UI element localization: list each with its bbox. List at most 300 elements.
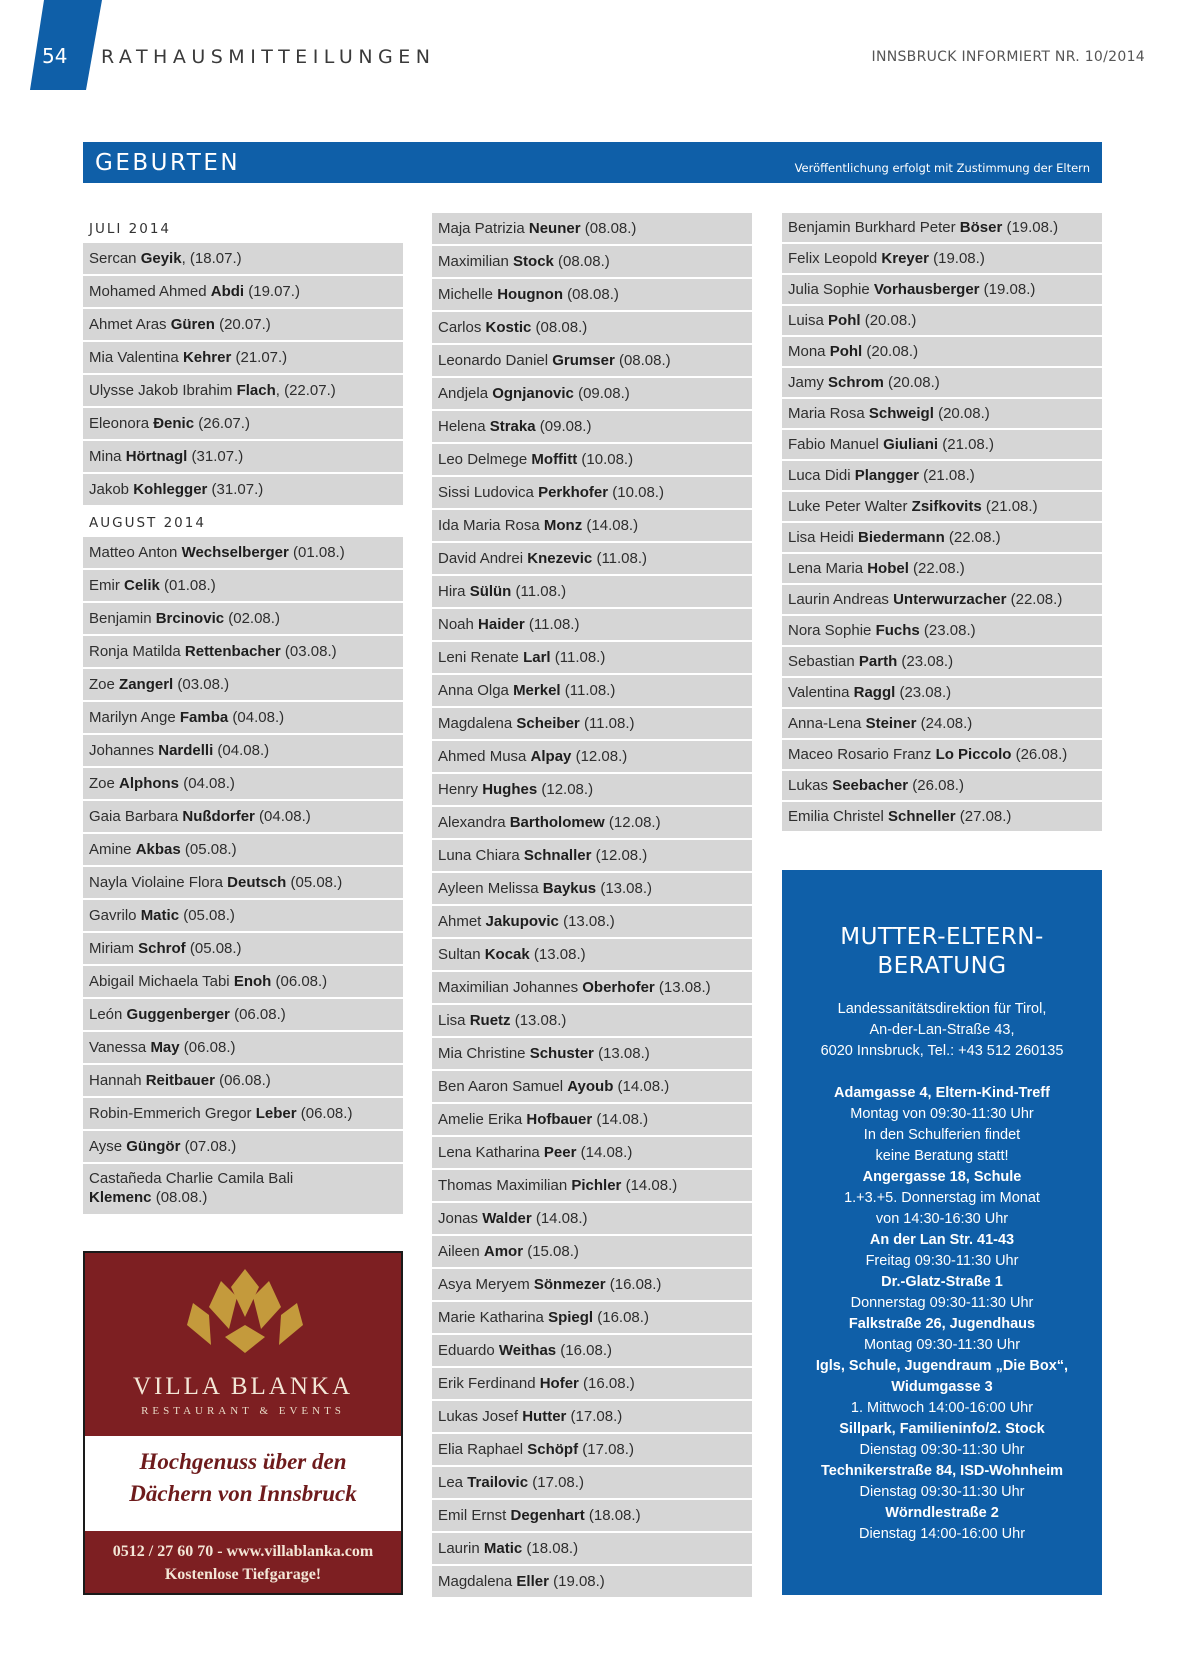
first-names: Lena Maria — [788, 560, 864, 577]
first-names: Alexandra — [438, 814, 506, 831]
surname: Brcinovic — [155, 610, 225, 627]
birth-entry — [782, 492, 1102, 523]
first-names: Valentina — [788, 684, 850, 701]
birth-entry — [432, 1335, 752, 1368]
surname: Plangger — [854, 467, 919, 484]
birth-entry — [782, 585, 1102, 616]
location-name: An der Lan Str. 41-43 — [869, 1232, 1015, 1248]
first-names: Lukas — [788, 777, 829, 794]
surname: Knezevic — [527, 550, 593, 567]
birth-entry — [432, 708, 752, 741]
birth-entry — [782, 213, 1102, 244]
birth-entry — [432, 213, 752, 246]
birth-date: (14.08.) — [592, 1111, 649, 1128]
birth-entry — [83, 342, 403, 375]
birth-date: (08.08.) — [563, 286, 619, 303]
surname: Schuster — [529, 1045, 594, 1062]
birth-date: (08.08.) — [580, 220, 637, 237]
surname: Schrof — [138, 940, 186, 957]
first-names: Lea — [438, 1474, 464, 1491]
location-entry — [782, 1356, 1102, 1419]
surname: Amor — [483, 1243, 524, 1260]
birth-date: (27.08.) — [955, 808, 1012, 825]
birth-date: (18.08.) — [584, 1507, 641, 1524]
first-names: Amine — [89, 841, 132, 858]
first-names: Jakob — [89, 481, 130, 498]
month-heading: JULI 2014 — [89, 221, 172, 237]
first-names: Hira — [438, 583, 466, 600]
birth-date: (11.08.) — [524, 616, 580, 633]
birth-entry — [432, 774, 752, 807]
location-hours: von 14:30-16:30 Uhr — [875, 1211, 1009, 1227]
birth-entry — [83, 243, 403, 276]
birth-date: (12.08.) — [604, 814, 661, 831]
ad-slogan-panel — [85, 1436, 401, 1531]
birth-date: (07.08.) — [180, 1138, 237, 1155]
birth-date: , (18.07.) — [181, 250, 242, 267]
location-hours: Freitag 09:30-11:30 Uhr — [865, 1253, 1019, 1269]
birth-entry — [83, 702, 403, 735]
birth-entry — [432, 411, 752, 444]
surname: Hörtnagl — [125, 448, 188, 465]
first-names: Robin-Emmerich Gregor — [89, 1105, 252, 1122]
births-column-1 — [83, 213, 403, 1216]
birth-entry — [432, 1203, 752, 1236]
location-entry — [782, 1272, 1102, 1314]
births-column-2 — [432, 213, 752, 1599]
surname: Eller — [516, 1573, 549, 1590]
surname: Schnaller — [523, 847, 592, 864]
birth-date: (14.08.) — [576, 1144, 633, 1161]
first-names: Laurin — [438, 1540, 480, 1557]
birth-date: (17.08.) — [566, 1408, 623, 1425]
birth-date: (13.08.) — [593, 1045, 650, 1062]
surname: Hofbauer — [526, 1111, 593, 1128]
first-names: Ayse — [89, 1138, 123, 1155]
birth-date: (16.08.) — [605, 1276, 662, 1293]
birth-entry — [83, 669, 403, 702]
first-names: Mohamed Ahmed — [89, 283, 207, 300]
info-address — [782, 999, 1102, 1062]
surname: Zangerl — [119, 676, 174, 693]
first-names: Lukas Josef — [438, 1408, 519, 1425]
surname: Sülün — [469, 583, 512, 600]
surname: Unterwurzacher — [893, 591, 1007, 608]
info-address-line: 6020 Innsbruck, Tel.: +43 512 260135 — [820, 1043, 1064, 1059]
first-names: Leo Delmege — [438, 451, 528, 468]
first-names: Ida Maria Rosa — [438, 517, 540, 534]
birth-date: (14.08.) — [613, 1078, 670, 1095]
surname: Nußdorfer — [182, 808, 255, 825]
info-heading-line-2: BERATUNG — [877, 953, 1007, 979]
surname: Walder — [482, 1210, 532, 1227]
first-names: Nayla Violaine Flora — [89, 874, 223, 891]
birth-date: (06.08.) — [214, 1072, 271, 1089]
birth-entry — [432, 741, 752, 774]
birth-date: (13.08.) — [510, 1012, 567, 1029]
birth-entry — [83, 1065, 403, 1098]
location-entry — [782, 1419, 1102, 1461]
surname: Neuner — [528, 220, 581, 237]
birth-entry — [782, 306, 1102, 337]
location-hours: 1. Mittwoch 14:00-16:00 Uhr — [850, 1400, 1034, 1416]
surname: Matic — [483, 1540, 523, 1557]
first-names: Sebastian — [788, 653, 855, 670]
surname: Grumser — [552, 352, 615, 369]
birth-date: (05.08.) — [286, 874, 343, 891]
birth-date: (14.08.) — [582, 517, 639, 534]
first-names: Erik Ferdinand — [438, 1375, 536, 1392]
birth-date: (19.08.) — [1002, 219, 1059, 236]
birth-date: (22.08.) — [1006, 591, 1063, 608]
birth-date: (16.08.) — [578, 1375, 635, 1392]
first-names: Johannes — [89, 742, 155, 759]
surname: Abdi — [210, 283, 245, 300]
first-names: León — [89, 1006, 123, 1023]
birth-entry — [432, 642, 752, 675]
birth-date: (26.08.) — [908, 777, 964, 794]
birth-entry — [782, 461, 1102, 492]
location-hours: In den Schulferien findet — [863, 1127, 1021, 1143]
surname: Scheiber — [516, 715, 580, 732]
surname: Moffitt — [531, 451, 578, 468]
surname: Kocak — [484, 946, 530, 963]
birth-entry — [432, 1170, 752, 1203]
surname: Klemenc — [89, 1189, 152, 1206]
surname: Jakupovic — [485, 913, 559, 930]
birth-entry — [83, 570, 403, 603]
birth-date: (24.08.) — [916, 715, 973, 732]
location-name: Angergasse 18, Schule — [862, 1169, 1022, 1185]
birth-date: (19.08.) — [548, 1573, 605, 1590]
ad-brand: VILLA BLANKA — [132, 1373, 353, 1400]
first-names: Asya Meryem — [438, 1276, 530, 1293]
first-names: Felix Leopold — [788, 250, 878, 267]
surname: Flach — [236, 382, 276, 399]
birth-entry — [782, 430, 1102, 461]
birth-date: (08.08.) — [151, 1189, 208, 1206]
birth-date: (22.08.) — [944, 529, 1001, 546]
first-names: Carlos — [438, 319, 482, 336]
birth-entry — [83, 441, 403, 474]
birth-entry — [782, 647, 1102, 678]
surname: Hughes — [482, 781, 538, 798]
ad-parking: Kostenlose Tiefgarage! — [164, 1566, 322, 1583]
first-names: Thomas Maximilian — [438, 1177, 568, 1194]
surname: Baykus — [542, 880, 597, 897]
surname: Stock — [513, 253, 554, 270]
birth-date: (12.08.) — [591, 847, 648, 864]
surname: Biedermann — [858, 529, 945, 546]
first-names: Marie Katharina — [438, 1309, 544, 1326]
birth-entry — [83, 375, 403, 408]
month-heading: AUGUST 2014 — [89, 515, 206, 531]
birth-entry — [83, 900, 403, 933]
birth-date: (21.07.) — [231, 349, 288, 366]
first-names: Aileen — [438, 1243, 480, 1260]
first-names: Emir — [89, 577, 120, 594]
location-name: Igls, Schule, Jugendraum „Die Box“, — [815, 1358, 1069, 1374]
surname: Celik — [124, 577, 160, 594]
first-names: Mona — [788, 343, 826, 360]
surname: Geyik — [140, 250, 182, 267]
surname: Oberhofer — [582, 979, 655, 996]
birth-date: (03.08.) — [280, 643, 337, 660]
surname: Lo Piccolo — [935, 746, 1012, 763]
first-names: Anna Olga — [438, 682, 509, 699]
birth-date: (21.08.) — [918, 467, 975, 484]
first-names: Eleonora — [89, 415, 150, 432]
birth-entry — [83, 735, 403, 768]
first-names: Maximilian — [438, 253, 509, 270]
first-names: Mina — [89, 448, 122, 465]
surname: Pichler — [571, 1177, 622, 1194]
birth-date: (20.08.) — [933, 405, 990, 422]
villa-blanka-ad[interactable] — [83, 1251, 403, 1595]
birth-date: (09.08.) — [573, 385, 630, 402]
location-entry — [782, 1503, 1102, 1545]
births-column-3 — [782, 213, 1102, 833]
ad-contact[interactable]: 0512 / 27 60 70 - www.villablanka.com — [112, 1543, 374, 1560]
birth-entry — [432, 1269, 752, 1302]
birth-entry — [432, 1500, 752, 1533]
birth-entry — [432, 1467, 752, 1500]
first-names: Luisa — [788, 312, 824, 329]
birth-entry — [432, 1038, 752, 1071]
birth-entry — [432, 345, 752, 378]
consent-note: Veröffentlichung erfolgt mit Zustimmung der Eltern — [794, 161, 1090, 175]
surname: Pohl — [829, 343, 863, 360]
birth-date: (09.08.) — [535, 418, 592, 435]
first-names: Helena — [438, 418, 486, 435]
page-number: 54 — [42, 44, 68, 68]
birth-entry — [83, 537, 403, 570]
location-name: Dr.-Glatz-Straße 1 — [881, 1274, 1003, 1290]
birth-date: (08.08.) — [531, 319, 588, 336]
birth-entry — [432, 312, 752, 345]
location-name: Widumgasse 3 — [891, 1379, 993, 1395]
first-names: Lisa — [438, 1012, 466, 1029]
surname: Kohlegger — [133, 481, 208, 498]
first-names: Sultan — [438, 946, 481, 963]
surname: Alpay — [530, 748, 572, 765]
birth-entry — [782, 771, 1102, 802]
first-names: Henry — [438, 781, 479, 798]
birth-date: (20.08.) — [862, 343, 919, 360]
surname: Peer — [543, 1144, 577, 1161]
surname: Schrom — [828, 374, 884, 391]
birth-date: (12.08.) — [571, 748, 628, 765]
location-name: Technikerstraße 84, ISD-Wohnheim — [821, 1463, 1063, 1479]
birth-date: (11.08.) — [511, 583, 567, 600]
birth-date: (31.07.) — [207, 481, 264, 498]
first-names: Ahmed Musa — [438, 748, 527, 765]
surname: Hougnon — [497, 286, 564, 303]
surname: Parth — [858, 653, 898, 670]
birth-entry — [83, 768, 403, 801]
birth-entry — [782, 244, 1102, 275]
birth-date: (01.08.) — [159, 577, 216, 594]
birth-entry — [83, 636, 403, 669]
location-hours: Dienstag 09:30-11:30 Uhr — [859, 1442, 1025, 1458]
first-names: Emilia Christel — [788, 808, 884, 825]
birth-date: (06.08.) — [296, 1105, 353, 1122]
location-hours: Donnerstag 09:30-11:30 Uhr — [850, 1295, 1034, 1311]
birth-date: (18.08.) — [522, 1540, 579, 1557]
birth-entry — [432, 1137, 752, 1170]
first-names: Laurin Andreas — [788, 591, 889, 608]
first-names: Zoe — [89, 775, 115, 792]
first-names: Marilyn Ange — [89, 709, 176, 726]
birth-date: (13.08.) — [558, 913, 615, 930]
birth-date: (04.08.) — [179, 775, 235, 792]
birth-entry — [432, 939, 752, 972]
birth-entry — [432, 1005, 752, 1038]
info-address-line: Landessanitätsdirektion für Tirol, — [837, 1001, 1047, 1017]
birth-date: (11.08.) — [579, 715, 635, 732]
ad-slogan-line-2: Dächern von Innsbruck — [129, 1481, 357, 1506]
birth-date: (13.08.) — [529, 946, 586, 963]
birth-entry — [432, 1368, 752, 1401]
birth-entry — [432, 444, 752, 477]
birth-entry — [432, 246, 752, 279]
first-names: Zoe — [89, 676, 115, 693]
first-names: Gavrilo — [89, 907, 137, 924]
surname: Giuliani — [883, 436, 939, 453]
surname: Deutsch — [227, 874, 287, 891]
first-names: Vanessa — [89, 1039, 147, 1056]
first-names: Leni Renate — [438, 649, 519, 666]
location-entry — [782, 1461, 1102, 1503]
birth-entry — [782, 616, 1102, 647]
first-names: Ahmet — [438, 913, 482, 930]
birth-date: (13.08.) — [654, 979, 711, 996]
location-entry — [782, 1314, 1102, 1356]
birth-date: (22.08.) — [908, 560, 965, 577]
surname: Kreyer — [881, 250, 929, 267]
first-names: Luca Didi — [788, 467, 851, 484]
surname: Spiegl — [548, 1309, 594, 1326]
surname: Degenhart — [510, 1507, 585, 1524]
birth-date: (26.07.) — [194, 415, 250, 432]
first-names: Noah — [438, 616, 474, 633]
birth-entry — [782, 368, 1102, 399]
surname: Raggl — [853, 684, 896, 701]
birth-date: (16.08.) — [593, 1309, 649, 1326]
birth-date: (10.08.) — [608, 484, 664, 501]
info-heading-line-1: MUTTER-ELTERN- — [840, 924, 1044, 950]
birth-entry — [432, 675, 752, 708]
location-name: Adamgasse 4, Eltern-Kind-Treff — [834, 1085, 1050, 1101]
first-names: Maja Patrizia — [438, 220, 525, 237]
first-names: Miriam — [89, 940, 134, 957]
location-hours: Montag 09:30-11:30 Uhr — [863, 1337, 1021, 1353]
birth-entry — [83, 933, 403, 966]
surname: Alphons — [119, 775, 180, 792]
birth-date: (13.08.) — [596, 880, 653, 897]
first-names: Maximilian Johannes — [438, 979, 579, 996]
birth-entry — [83, 1032, 403, 1065]
birth-date: , (22.07.) — [275, 382, 336, 399]
birth-entry — [432, 1104, 752, 1137]
first-names: Elia Raphael — [438, 1441, 524, 1458]
surname: Nardelli — [158, 742, 214, 759]
surname: Güngör — [126, 1138, 181, 1155]
births-title-bar — [83, 142, 1102, 183]
birth-entry — [432, 609, 752, 642]
birth-entry — [432, 1302, 752, 1335]
birth-entry — [83, 966, 403, 999]
info-address-line: An-der-Lan-Straße 43, — [869, 1022, 1015, 1038]
birth-entry — [83, 276, 403, 309]
birth-date: (26.08.) — [1011, 746, 1068, 763]
birth-entry — [83, 1131, 403, 1164]
birth-entry — [83, 309, 403, 342]
first-names: Luna Chiara — [438, 847, 520, 864]
birth-date: (17.08.) — [578, 1441, 634, 1458]
first-names: Maceo Rosario Franz — [788, 746, 932, 763]
first-names: Magdalena — [438, 715, 513, 732]
crown-logo-icon — [185, 1267, 305, 1357]
surname: Straka — [489, 418, 536, 435]
birth-date: (20.07.) — [214, 316, 271, 333]
first-names: Ben Aaron Samuel — [438, 1078, 564, 1095]
location-hours: keine Beratung statt! — [875, 1148, 1009, 1164]
first-names: Anna-Lena — [788, 715, 862, 732]
birth-date: (11.08.) — [560, 682, 616, 699]
birth-date: (23.08.) — [897, 653, 954, 670]
birth-date: (23.08.) — [895, 684, 952, 701]
birth-date: (04.08.) — [228, 709, 285, 726]
birth-date: (06.08.) — [179, 1039, 236, 1056]
first-names: Jamy — [788, 374, 824, 391]
birth-date: (01.08.) — [288, 544, 345, 561]
surname: Famba — [179, 709, 229, 726]
surname: Enoh — [233, 973, 272, 990]
birth-entry — [432, 1071, 752, 1104]
first-names: Julia Sophie — [788, 281, 870, 298]
first-names: Michelle — [438, 286, 494, 303]
birth-entry — [83, 603, 403, 636]
first-names: Nora Sophie — [788, 622, 872, 639]
ad-slogan — [85, 1446, 401, 1510]
surname: Güren — [170, 316, 215, 333]
first-names: Ahmet Aras — [89, 316, 167, 333]
first-names: Andjela — [438, 385, 489, 402]
surname: Guggenberger — [126, 1006, 230, 1023]
ad-slogan-line-1: Hochgenuss über den — [139, 1449, 347, 1474]
birth-date: (08.08.) — [553, 253, 610, 270]
surname: Haider — [478, 616, 525, 633]
surname: Hobel — [867, 560, 909, 577]
birth-entry — [83, 801, 403, 834]
birth-entry — [432, 477, 752, 510]
location-hours: 1.+3.+5. Donnerstag im Monat — [844, 1190, 1040, 1206]
first-names: David Andrei — [438, 550, 524, 567]
first-names: Eduardo — [438, 1342, 495, 1359]
surname: Matic — [140, 907, 180, 924]
surname: Weithas — [498, 1342, 557, 1359]
first-names: Hannah — [89, 1072, 142, 1089]
first-names: Benjamin Burkhard Peter — [788, 219, 956, 236]
birth-date: (08.08.) — [614, 352, 671, 369]
birth-entry — [782, 740, 1102, 771]
birth-entry — [432, 840, 752, 873]
birth-date: (17.08.) — [528, 1474, 584, 1491]
first-names: Emil Ernst — [438, 1507, 507, 1524]
birth-date: (06.08.) — [271, 973, 328, 990]
birth-date: (04.08.) — [213, 742, 270, 759]
